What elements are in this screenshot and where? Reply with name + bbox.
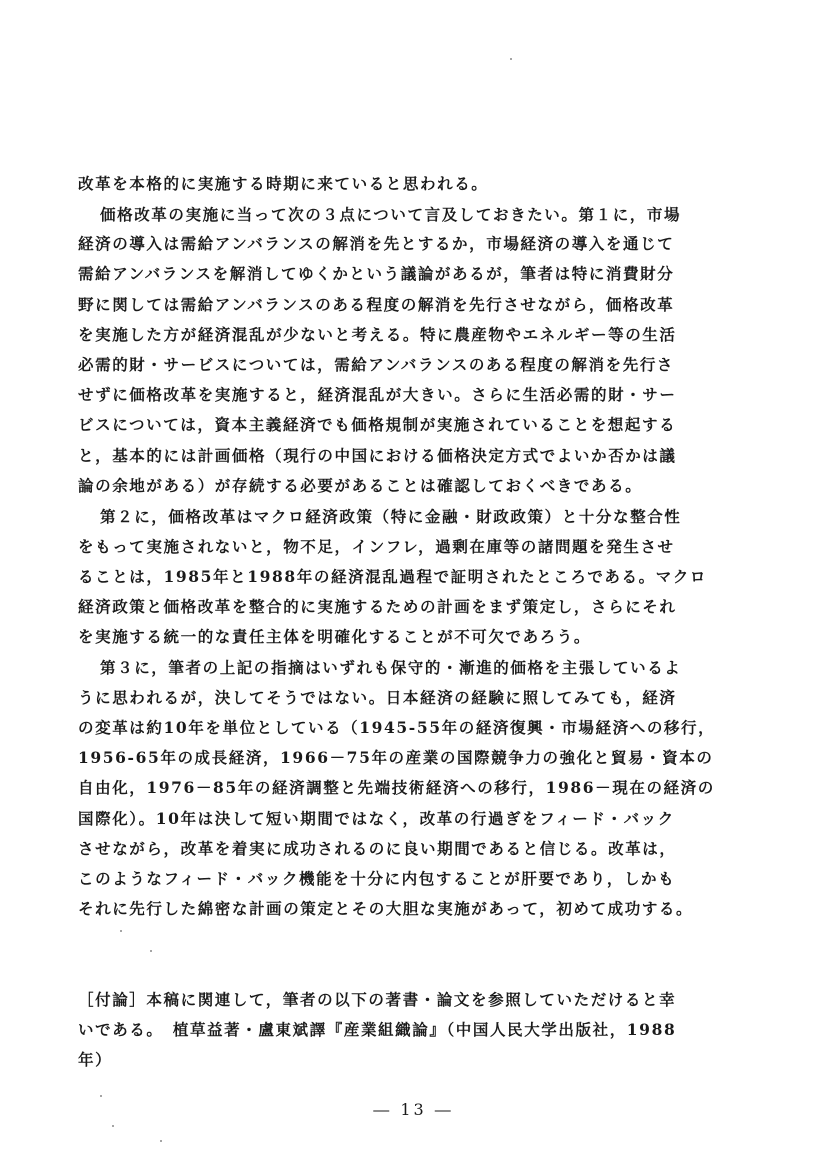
- text-line: 自由化，1976－85年の経済調整と先端技術経済への移行，1986－現在の経済の: [78, 778, 715, 797]
- text-line: させながら，改革を着実に成功されるのに良い期間であると信じる。改革は，: [78, 839, 677, 858]
- text-line: このようなフィード・バック機能を十分に内包することが肝要であり，しかも: [78, 869, 676, 888]
- note-line: いである。 植草益著・盧東斌譯『産業組織論』（中国人民大学出版社，1988: [78, 1020, 677, 1039]
- text-line: の変革は約10年を単位としている（1945-55年の経済復興・市場経済への移行，: [78, 718, 716, 737]
- text-line: 論の余地がある）が存続する必要があることは確認しておくべきである。: [78, 476, 643, 495]
- text-line: 第２に，価格改革はマクロ経済政策（特に金融・財政政策）と十分な整合性: [100, 507, 682, 526]
- text-line: ビスについては，資本主義経済でも価格規制が実施されていることを想起する: [78, 415, 677, 434]
- note-line: ［付論］本稿に関連して，筆者の以下の著書・論文を参照していただけると幸: [78, 990, 677, 1009]
- text-line: 野に関しては需給アンバランスのある程度の解消を先行させながら，価格改革: [78, 295, 675, 314]
- text-line: 経済政策と価格改革を整合的に実施するための計画をまず策定し，さらにそれ: [78, 597, 677, 616]
- page-number: ― 13 ―: [373, 1100, 454, 1119]
- text-line: 価格改革の実施に当って次の３点について言及しておきたい。第１に，市場: [100, 205, 682, 224]
- text-line: 1956-65年の成長経済，1966－75年の産業の国際競争力の強化と貿易・資本の: [78, 748, 714, 767]
- text-line: をもって実施されないと，物不足，インフレ，過剰在庫等の諸問題を発生させ: [78, 537, 675, 556]
- text-line: 国際化）。10年は決して短い期間ではなく，改革の行過ぎをフィード・バック: [78, 809, 675, 828]
- note-line: 年）: [78, 1050, 113, 1069]
- text-line: を実施する統一的な責任主体を明確化することが不可欠であろう。: [78, 627, 592, 646]
- text-line: それに先行した綿密な計画の策定とその大胆な実施があって，初めて成功する。: [78, 899, 694, 918]
- text-line: ることは，1985年と1988年の経済混乱過程で証明されたところである。マクロ: [78, 567, 708, 586]
- text-line: を実施した方が経済混乱が少ないと考える。特に農産物やエネルギー等の生活: [78, 325, 677, 344]
- text-line: せずに価格改革を実施すると，経済混乱が大きい。さらに生活必需的財・サー: [78, 385, 677, 404]
- text-line: うに思われるが，決してそうではない。日本経済の経験に照してみても，経済: [78, 688, 677, 707]
- text-line: 第３に，筆者の上記の指摘はいずれも保守的・漸進的価格を主張しているよ: [100, 658, 682, 677]
- text-line: 改革を本格的に実施する時期に来ていると思われる。: [78, 174, 489, 193]
- text-line: 経済の導入は需給アンバランスの解消を先とするか，市場経済の導入を通じて: [78, 234, 675, 253]
- text-line: 必需的財・サービスについては，需給アンバランスのある程度の解消を先行さ: [78, 355, 675, 374]
- text-line: 需給アンバランスを解消してゆくかという議論があるが，筆者は特に消費財分: [78, 264, 675, 283]
- text-line: と，基本的には計画価格（現行の中国における価格決定方式でよいか否かは議: [78, 446, 677, 465]
